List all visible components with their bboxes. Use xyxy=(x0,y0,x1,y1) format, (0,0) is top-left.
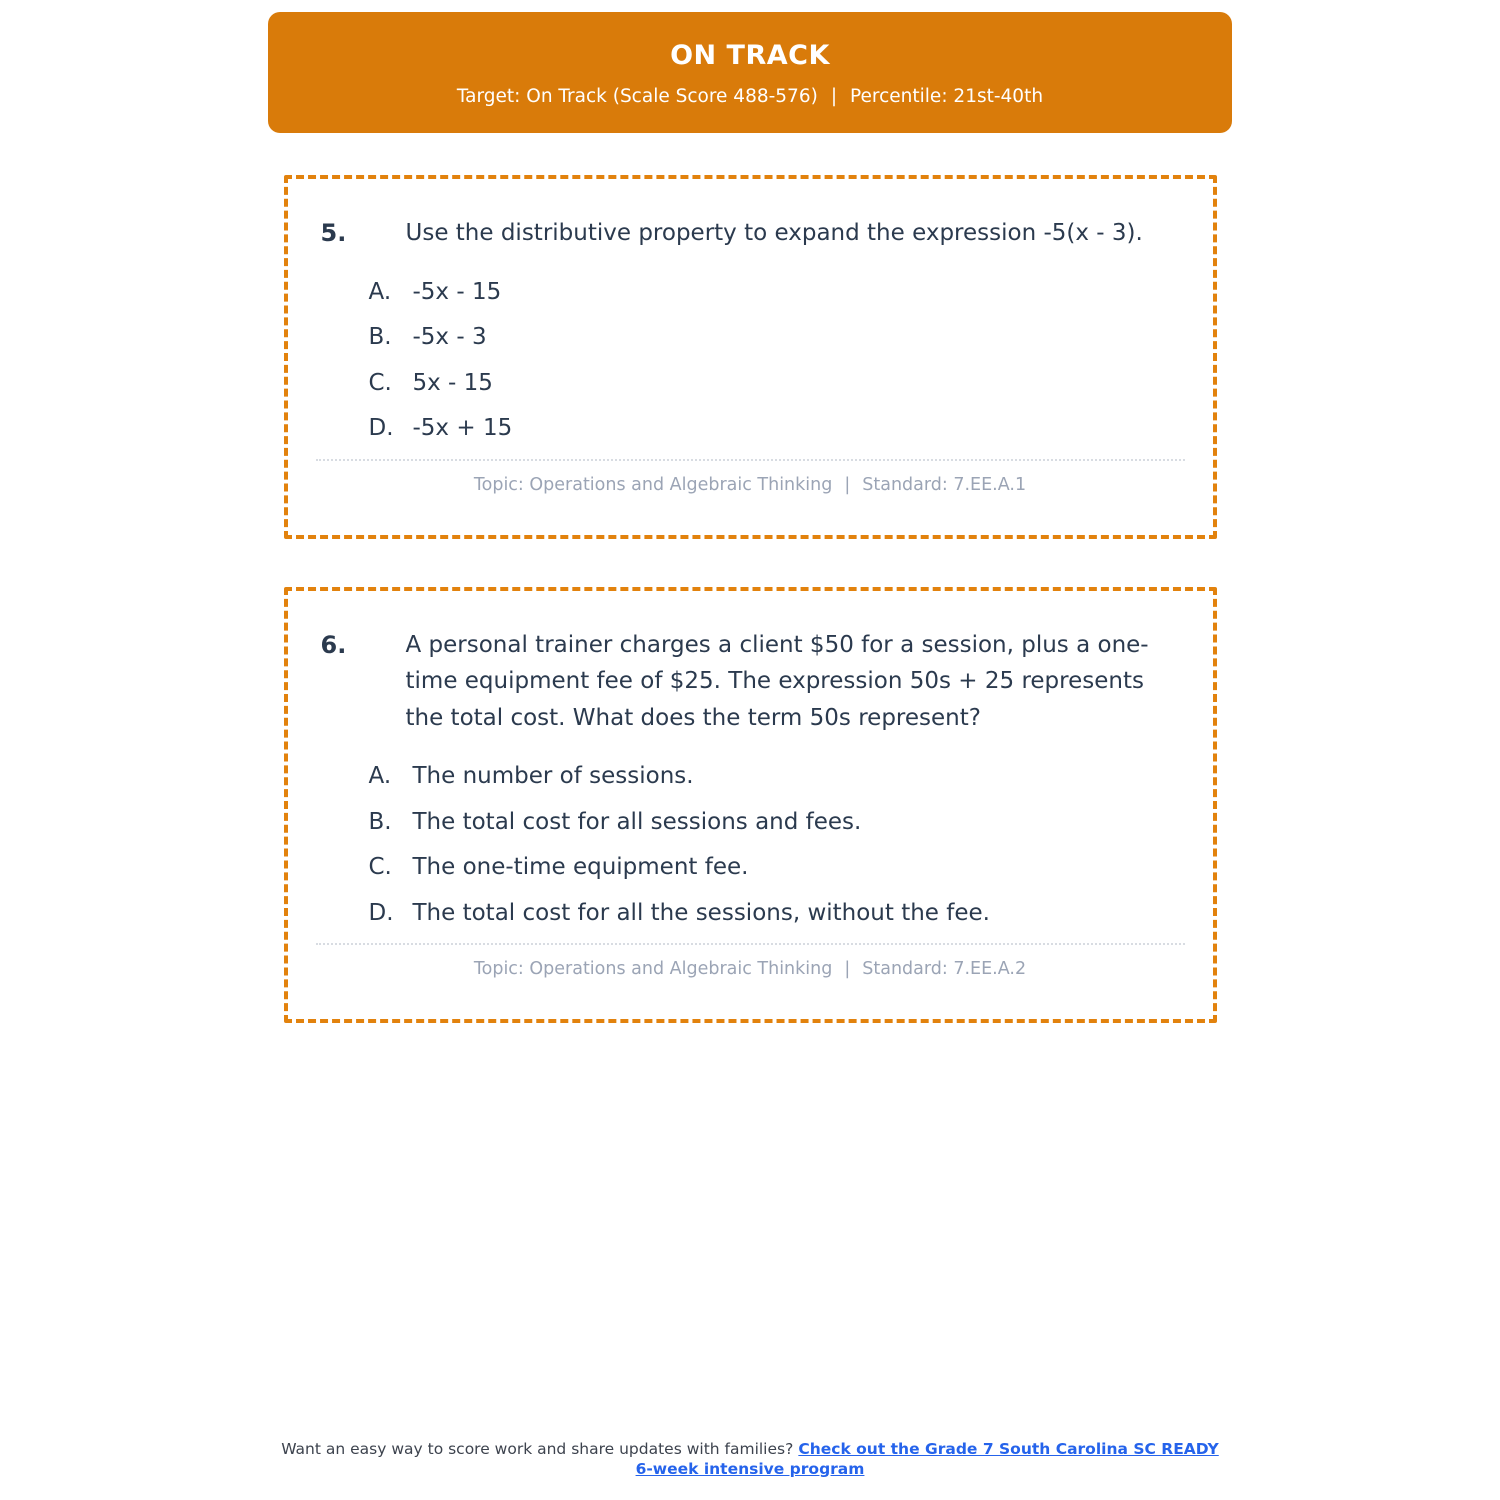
banner-subtitle xyxy=(288,86,1212,107)
question-row xyxy=(316,215,1185,252)
answer-options xyxy=(369,277,1185,444)
question-row xyxy=(316,627,1185,737)
option-text: -5x + 15 xyxy=(412,415,513,441)
question-meta xyxy=(316,473,1185,497)
promo-prompt-text: Want an easy way to score work and share updates with families? xyxy=(281,1440,794,1458)
standard-label: Standard: 7.EE.A.2 xyxy=(862,959,1027,979)
answer-option-b xyxy=(369,807,1185,837)
option-text: The total cost for all the sessions, without the fee. xyxy=(412,899,990,926)
answer-option-c xyxy=(369,852,1185,882)
option-text: The one-time equipment fee. xyxy=(412,854,749,880)
question-text: Use the distributive property to expand the expression -5(x - 3). xyxy=(405,220,1143,246)
question-number: 5. xyxy=(320,219,347,247)
meta-divider xyxy=(316,943,1185,945)
answer-options xyxy=(369,761,1185,928)
meta-divider xyxy=(316,459,1185,461)
promo-link[interactable]: Check out the Grade 7 South Carolina SC READY 6-week intensive program xyxy=(635,1440,1219,1478)
answer-option-c xyxy=(369,368,1185,398)
score-band-banner xyxy=(268,12,1232,133)
option-text: -5x - 3 xyxy=(412,324,487,350)
option-text: -5x - 15 xyxy=(412,278,502,305)
option-letter: B. xyxy=(368,324,392,350)
option-letter: C. xyxy=(368,369,392,396)
answer-option-a xyxy=(369,761,1185,791)
option-text: 5x - 15 xyxy=(412,369,493,396)
answer-option-b xyxy=(369,322,1185,352)
question-card-5 xyxy=(284,175,1217,539)
answer-option-a xyxy=(369,277,1185,307)
option-letter: A. xyxy=(368,763,392,789)
banner-target-text: Target: On Track (Scale Score 488-576) xyxy=(456,86,818,107)
question-meta xyxy=(316,957,1185,981)
promo-footer xyxy=(273,1440,1228,1479)
question-card-6 xyxy=(284,587,1217,1024)
banner-separator: | xyxy=(830,86,838,107)
standard-label: Standard: 7.EE.A.1 xyxy=(862,474,1027,495)
option-letter: A. xyxy=(368,278,392,305)
option-letter: D. xyxy=(368,899,394,926)
answer-option-d xyxy=(369,898,1185,928)
banner-title: ON TRACK xyxy=(670,40,830,71)
option-text: The number of sessions. xyxy=(412,763,694,789)
option-text: The total cost for all sessions and fees. xyxy=(412,808,862,835)
meta-separator: | xyxy=(844,474,851,495)
meta-separator: | xyxy=(844,959,851,979)
option-letter: B. xyxy=(368,808,392,835)
topic-label: Topic: Operations and Algebraic Thinking xyxy=(473,959,833,979)
option-letter: D. xyxy=(368,415,394,441)
question-text: A personal trainer charges a client $50 for a session, plus a one-time equipment fee of $25. The expression 50s + 25 represents the total cost. What does the term 50s represent? xyxy=(405,631,1149,731)
topic-label: Topic: Operations and Algebraic Thinking xyxy=(473,474,833,495)
banner-percentile-text: Percentile: 21st-40th xyxy=(850,86,1044,107)
option-letter: C. xyxy=(368,854,392,880)
answer-option-d xyxy=(369,413,1185,443)
question-number: 6. xyxy=(320,630,347,659)
